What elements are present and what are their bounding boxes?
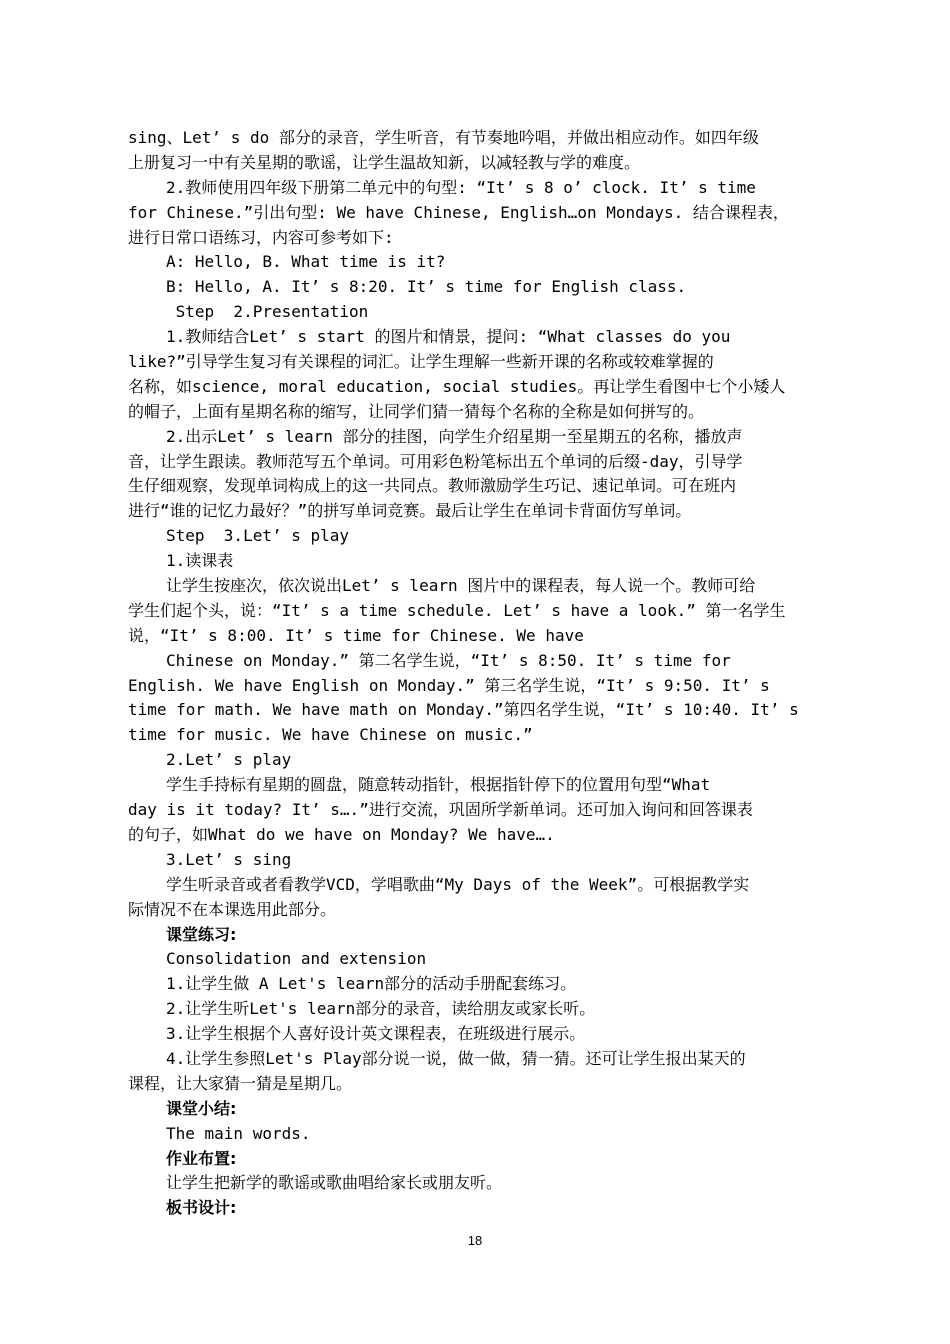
- text-line: 际情况不在本课选用此部分。: [128, 899, 337, 919]
- list-item: 4.让学生参照Let's Play部分说一说，做一做，猜一猜。还可让学生报出某天的: [166, 1048, 746, 1068]
- text-line: 2.教师使用四年级下册第二单元中的句型: “It’ s 8 o’ clock. It’ s time: [166, 177, 756, 197]
- text-line: 名称，如science, moral education, social studies。再让学生看图中七个小矮人: [128, 376, 786, 396]
- subsection-heading: 2.Let’ s play: [166, 750, 292, 770]
- text-line: 学生手持标有星期的圆盘，随意转动指针，根据指针停下的位置用句型“What: [166, 775, 711, 795]
- section-heading-summary: 课堂小结:: [166, 1098, 237, 1118]
- subsection-heading: 1.读课表: [166, 551, 234, 571]
- text-line: 的句子，如What do we have on Monday? We have….: [128, 824, 555, 844]
- text-line: 进行“谁的记忆力最好？”的拼写单词竞赛。最后让学生在单词卡背面仿写单词。: [128, 501, 692, 521]
- text-line: for Chinese.”引出句型: We have Chinese, English…on Mondays. 结合课程表，: [128, 202, 789, 222]
- text-line: 课程，让大家猜一猜是星期几。: [128, 1073, 353, 1093]
- subsection-heading: 3.Let’ s sing: [166, 849, 292, 869]
- text-line: 学生们起个头，说：“It’ s a time schedule. Let’ s have a look.” 第一名学生: [128, 600, 786, 620]
- text-line: 音，让学生跟读。教师范写五个单词。可用彩色粉笔标出五个单词的后缀-day，引导学: [128, 451, 743, 471]
- text-line: day is it today? It’ s….”进行交流，巩固所学新单词。还可加入询问和回答课表: [128, 800, 753, 820]
- text-line: 生仔细观察，发现单词构成上的这一共同点。教师激励学生巧记、速记单词。可在班内: [128, 476, 737, 496]
- page-number: 18: [467, 1233, 483, 1248]
- text-line: 进行日常口语练习，内容可参考如下:: [128, 227, 394, 247]
- list-item: 2.让学生听Let's learn部分的录音，读给朋友或家长听。: [166, 999, 596, 1019]
- text-line: 学生听录音或者看教学VCD，学唱歌曲“My Days of the Week”。可根据教学实: [166, 874, 750, 894]
- text-line: Consolidation and extension: [166, 949, 427, 969]
- text-line: 让学生按座次，依次说出Let’ s learn 图片中的课程表，每人说一个。教师可给: [166, 576, 756, 596]
- text-line: 的帽子，上面有星期名称的缩写，让同学们猜一猜每个名称的全称是如何拼写的。: [128, 401, 705, 421]
- text-line: 1.教师结合Let’ s start 的图片和情景，提问: “What classes do you: [166, 327, 731, 347]
- step-heading: Step 2.Presentation: [166, 302, 369, 322]
- text-line: time for math. We have math on Monday.”第四名学生说，“It’ s 10:40. It’ s: [128, 700, 799, 720]
- dialogue-line: A: Hello, B. What time is it?: [166, 252, 446, 272]
- step-heading: Step 3.Let’ s play: [166, 526, 350, 546]
- text-line: 说，“It’ s 8:00. It’ s time for Chinese. We have: [128, 625, 584, 645]
- text-line: like?”引导学生复习有关课程的词汇。让学生理解一些新开课的名称或较难掌握的: [128, 352, 714, 372]
- dialogue-line: B: Hello, A. It’ s 8:20. It’ s time for English class.: [166, 277, 687, 297]
- text-line: 上册复习一中有关星期的歌谣，让学生温故知新，以减轻教与学的难度。: [128, 152, 641, 172]
- text-line: English. We have English on Monday.” 第三名学生说，“It’ s 9:50. It’ s: [128, 675, 770, 695]
- document-body: [128, 126, 832, 1221]
- section-heading-homework: 作业布置:: [166, 1148, 237, 1168]
- text-line: Chinese on Monday.” 第二名学生说，“It’ s 8:50. It’ s time for: [166, 650, 731, 670]
- text-line: 让学生把新学的歌谣或歌曲唱给家长或朋友听。: [166, 1173, 503, 1193]
- text-line: time for music. We have Chinese on music.”: [128, 725, 533, 745]
- text-line: The main words.: [166, 1123, 311, 1143]
- text-line: sing、Let’ s do 部分的录音，学生听音，有节奏地吟唱，并做出相应动作。如四年级: [128, 128, 759, 147]
- section-heading-board-design: 板书设计:: [166, 1198, 237, 1218]
- list-item: 3.让学生根据个人喜好设计英文课程表，在班级进行展示。: [166, 1024, 586, 1044]
- list-item: 1.让学生做 A Let's learn部分的活动手册配套练习。: [166, 974, 577, 994]
- text-line: 2.出示Let’ s learn 部分的挂图，向学生介绍星期一至星期五的名称，播放声: [166, 426, 743, 446]
- section-heading-practice: 课堂练习:: [166, 924, 237, 944]
